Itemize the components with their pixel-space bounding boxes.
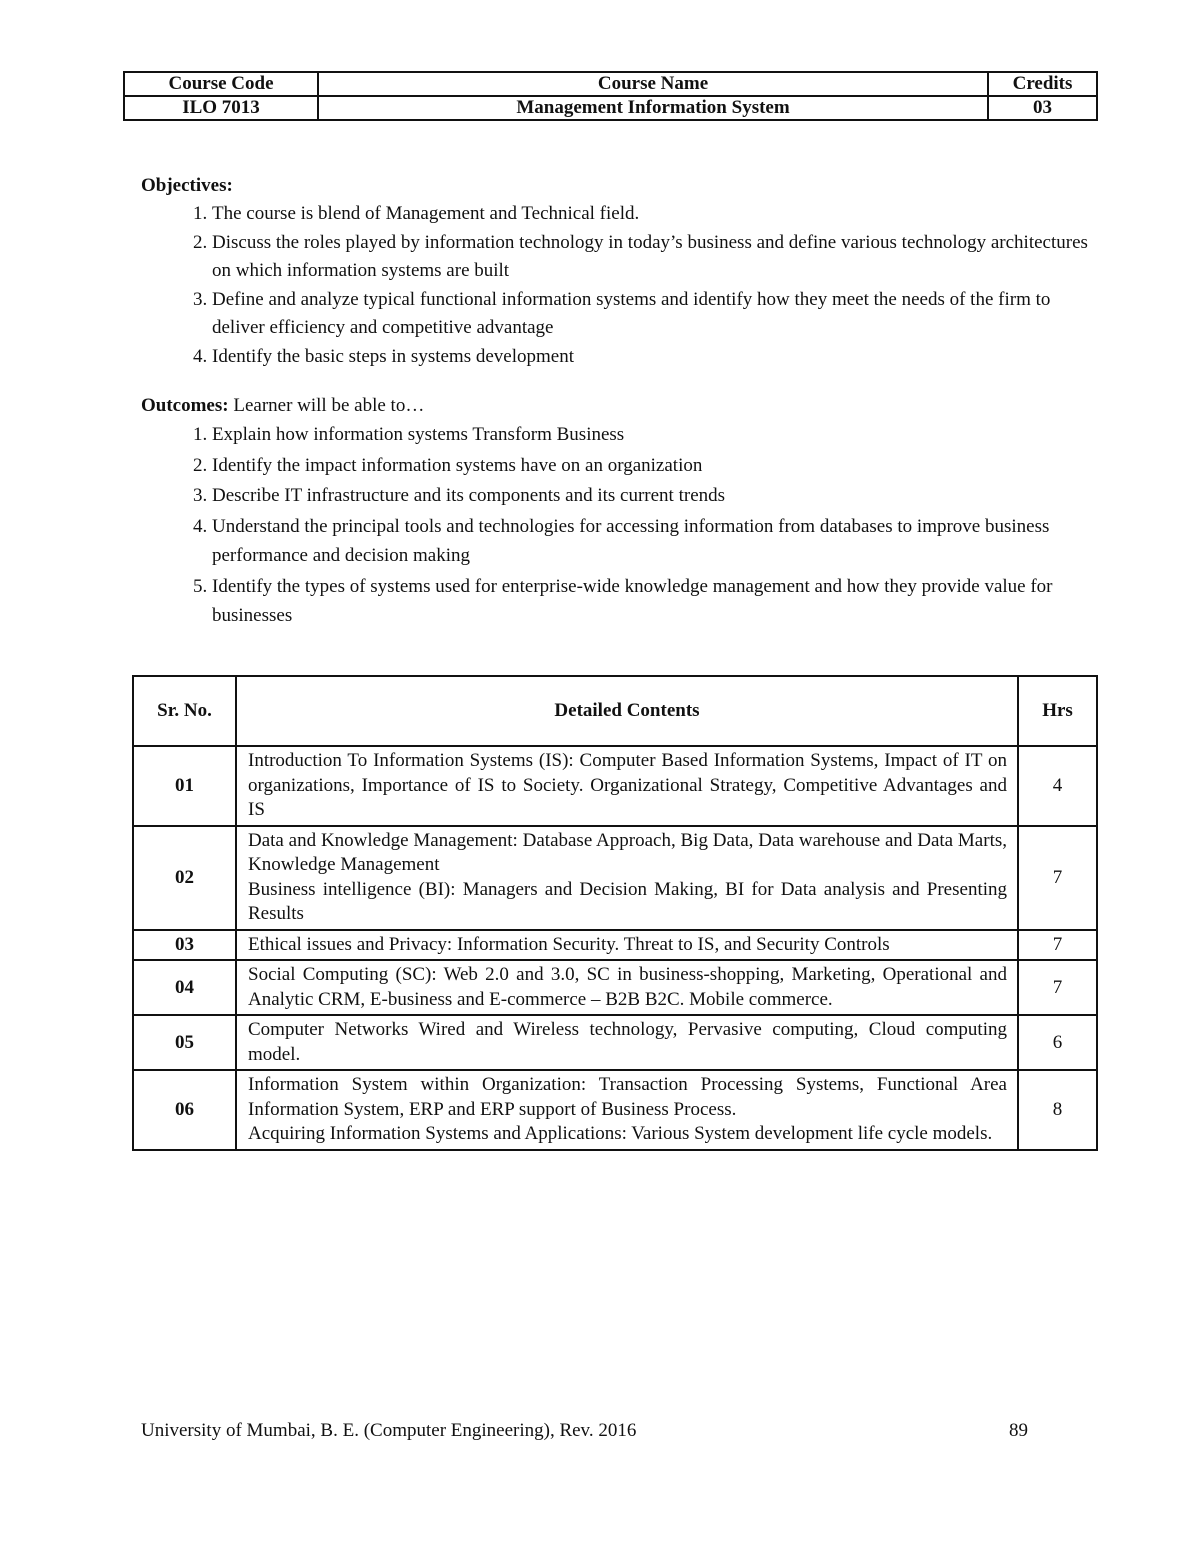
hrs-cell: 7 bbox=[1018, 960, 1097, 1015]
contents-line: Social Computing (SC): Web 2.0 and 3.0, SC in business-shopping, Marketing, Operational and Analytic CRM, E-business and E-commerce – B2B B2C. Mobile commerce. bbox=[248, 964, 1007, 1010]
contents-cell bbox=[236, 930, 1018, 961]
outcomes-section bbox=[141, 392, 1101, 632]
sr-no-cell: 01 bbox=[133, 746, 236, 826]
outcome-item: 1. Explain how information systems Transform Business bbox=[212, 420, 1101, 450]
objective-item: 2. Discuss the roles played by information technology in today’s business and define various technology architectures on which information systems are built bbox=[212, 229, 1101, 285]
table-row bbox=[133, 826, 1097, 930]
hrs-cell: 8 bbox=[1018, 1070, 1097, 1150]
contents-cell bbox=[236, 960, 1018, 1015]
objectives-heading: Objectives: bbox=[141, 175, 233, 196]
contents-header-row bbox=[133, 676, 1097, 746]
contents-line: Introduction To Information Systems (IS): Computer Based Information Systems, Impact of IT on organizations, Importance of IS to Society. Organizational Strategy, Competitive Advantages and IS bbox=[248, 750, 1007, 820]
credits-header: Credits bbox=[988, 72, 1097, 96]
page-number: 89 bbox=[1009, 1420, 1028, 1441]
table-row bbox=[133, 960, 1097, 1015]
detailed-contents-header: Detailed Contents bbox=[236, 676, 1018, 746]
course-header-table bbox=[123, 71, 1098, 121]
course-code-header: Course Code bbox=[124, 72, 318, 96]
hrs-cell: 7 bbox=[1018, 930, 1097, 961]
footer-text: University of Mumbai, B. E. (Computer Engineering), Rev. 2016 bbox=[141, 1420, 637, 1441]
credits-value: 03 bbox=[988, 96, 1097, 120]
table-row bbox=[133, 1015, 1097, 1070]
contents-line: Acquiring Information Systems and Applications: Various System development life cycle models. bbox=[248, 1123, 993, 1144]
contents-line: Computer Networks Wired and Wireless technology, Pervasive computing, Cloud computing model. bbox=[248, 1019, 1007, 1065]
sr-no-cell: 02 bbox=[133, 826, 236, 930]
course-header-row bbox=[124, 72, 1097, 96]
sr-no-cell: 03 bbox=[133, 930, 236, 961]
sr-no-cell: 06 bbox=[133, 1070, 236, 1150]
hrs-cell: 7 bbox=[1018, 826, 1097, 930]
outcome-item: 2. Identify the impact information systems have on an organization bbox=[212, 451, 1101, 481]
sr-no-header: Sr. No. bbox=[133, 676, 236, 746]
contents-line: Data and Knowledge Management: Database Approach, Big Data, Data warehouse and Data Marts, Knowledge Management bbox=[248, 829, 1007, 875]
course-value-row bbox=[124, 96, 1097, 120]
sr-no-cell: 05 bbox=[133, 1015, 236, 1070]
hrs-cell: 6 bbox=[1018, 1015, 1097, 1070]
table-row bbox=[133, 930, 1097, 961]
course-name-header: Course Name bbox=[318, 72, 988, 96]
contents-cell bbox=[236, 826, 1018, 930]
contents-line: Information System within Organization: Transaction Processing Systems, Functional Area Information System, ERP and ERP support of Business Process. bbox=[248, 1074, 1007, 1120]
outcomes-intro: Learner will be able to… bbox=[228, 395, 425, 416]
objective-item: 3. Define and analyze typical functional information systems and identify how they meet the needs of the firm to deliver efficiency and competitive advantage bbox=[212, 286, 1101, 342]
sr-no-cell: 04 bbox=[133, 960, 236, 1015]
detailed-contents-table bbox=[132, 675, 1098, 1151]
course-name-value: Management Information System bbox=[318, 96, 988, 120]
contents-cell bbox=[236, 1015, 1018, 1070]
table-row bbox=[133, 746, 1097, 826]
outcomes-list bbox=[141, 420, 1101, 631]
contents-cell bbox=[236, 746, 1018, 826]
hrs-header: Hrs bbox=[1018, 676, 1097, 746]
objective-item: 4. Identify the basic steps in systems development bbox=[212, 343, 1101, 371]
hrs-cell: 4 bbox=[1018, 746, 1097, 826]
contents-cell bbox=[236, 1070, 1018, 1150]
outcomes-heading: Outcomes: bbox=[141, 395, 229, 416]
contents-line: Ethical issues and Privacy: Information Security. Threat to IS, and Security Controls bbox=[248, 933, 890, 955]
objectives-list bbox=[141, 200, 1101, 371]
page-footer bbox=[141, 1420, 1028, 1442]
outcome-item: 3. Describe IT infrastructure and its components and its current trends bbox=[212, 481, 1101, 511]
contents-line: Business intelligence (BI): Managers and Decision Making, BI for Data analysis and Presenting Results bbox=[248, 878, 1007, 924]
objective-item: 1. The course is blend of Management and Technical field. bbox=[212, 200, 1101, 228]
course-code-value: ILO 7013 bbox=[124, 96, 318, 120]
objectives-section bbox=[141, 172, 1101, 372]
outcome-item: 4. Understand the principal tools and technologies for accessing information from databases to improve business performance and decision making bbox=[212, 512, 1101, 571]
outcome-item: 5. Identify the types of systems used for enterprise-wide knowledge management and how they provide value for businesses bbox=[212, 572, 1101, 631]
table-row bbox=[133, 1070, 1097, 1150]
